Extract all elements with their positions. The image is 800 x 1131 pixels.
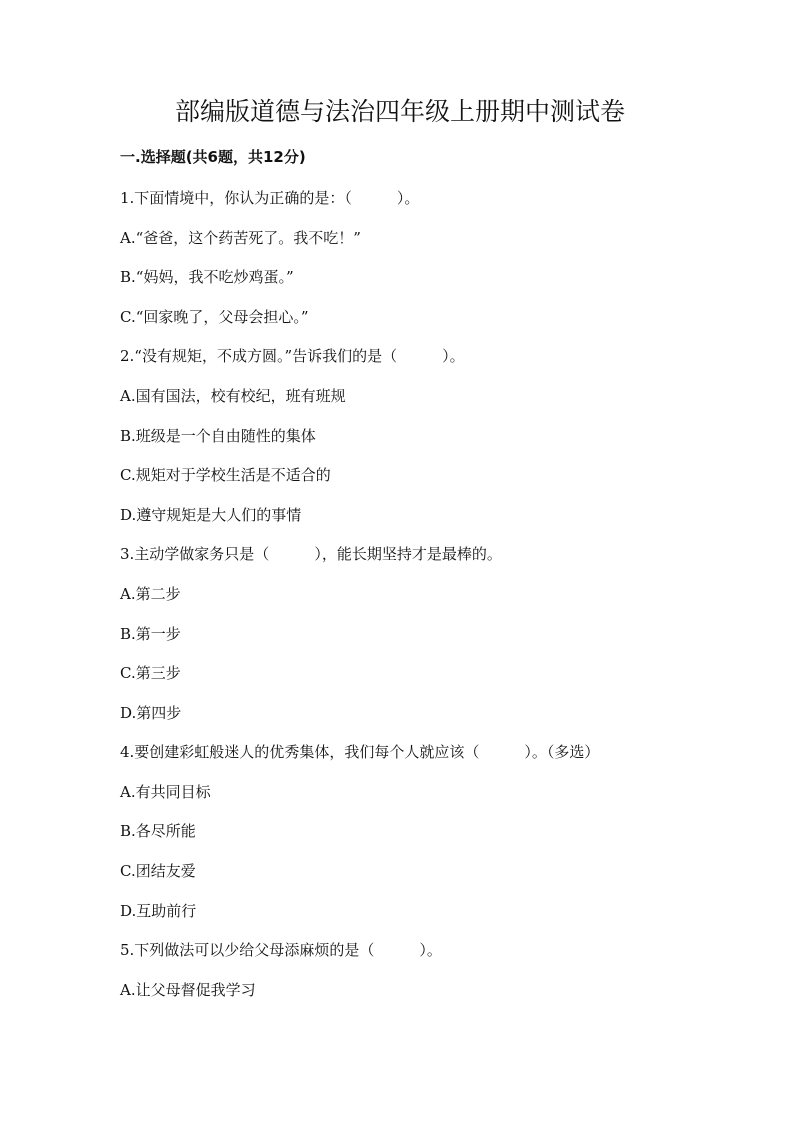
question-2-option-c: C.规矩对于学校生活是不适合的 <box>120 466 331 484</box>
question-4-option-c: C.团结友爱 <box>120 862 196 880</box>
question-4-option-b: B.各尽所能 <box>120 822 196 840</box>
question-4: 4.要创建彩虹般迷人的优秀集体，我们每个人就应该（ ）。（多选） <box>120 743 600 761</box>
page-title: 部编版道德与法治四年级上册期中测试卷 <box>174 97 625 126</box>
question-5: 5.下列做法可以少给父母添麻烦的是（ ）。 <box>120 941 442 959</box>
question-3-option-b: B.第一步 <box>120 625 181 643</box>
question-3: 3.主动学做家务只是（ ），能长期坚持才是最棒的。 <box>120 545 502 563</box>
question-2-option-b: B.班级是一个自由随性的集体 <box>120 427 316 445</box>
question-3-option-a: A.第二步 <box>120 585 181 603</box>
question-1-option-b: B.“妈妈，我不吃炒鸡蛋。” <box>120 268 294 286</box>
question-3-option-d: D.第四步 <box>120 704 182 722</box>
question-2-option-a: A.国有国法，校有校纪，班有班规 <box>120 387 346 405</box>
question-1-option-a: A.“爸爸，这个药苦死了。我不吃！” <box>120 229 361 247</box>
question-2-option-d: D.遵守规矩是大人们的事情 <box>120 506 302 524</box>
question-3-option-c: C.第三步 <box>120 664 181 682</box>
section-heading: 一.选择题(共6题，共12分) <box>120 148 306 166</box>
question-2: 2.“没有规矩，不成方圆。”告诉我们的是（ ）。 <box>120 347 465 365</box>
question-1: 1.下面情境中，你认为正确的是：（ ）。 <box>120 189 420 207</box>
question-4-option-d: D.互助前行 <box>120 902 197 920</box>
question-4-option-a: A.有共同目标 <box>120 783 211 801</box>
question-5-option-a: A.让父母督促我学习 <box>120 981 256 999</box>
question-1-option-c: C.“回家晚了，父母会担心。” <box>120 308 309 326</box>
